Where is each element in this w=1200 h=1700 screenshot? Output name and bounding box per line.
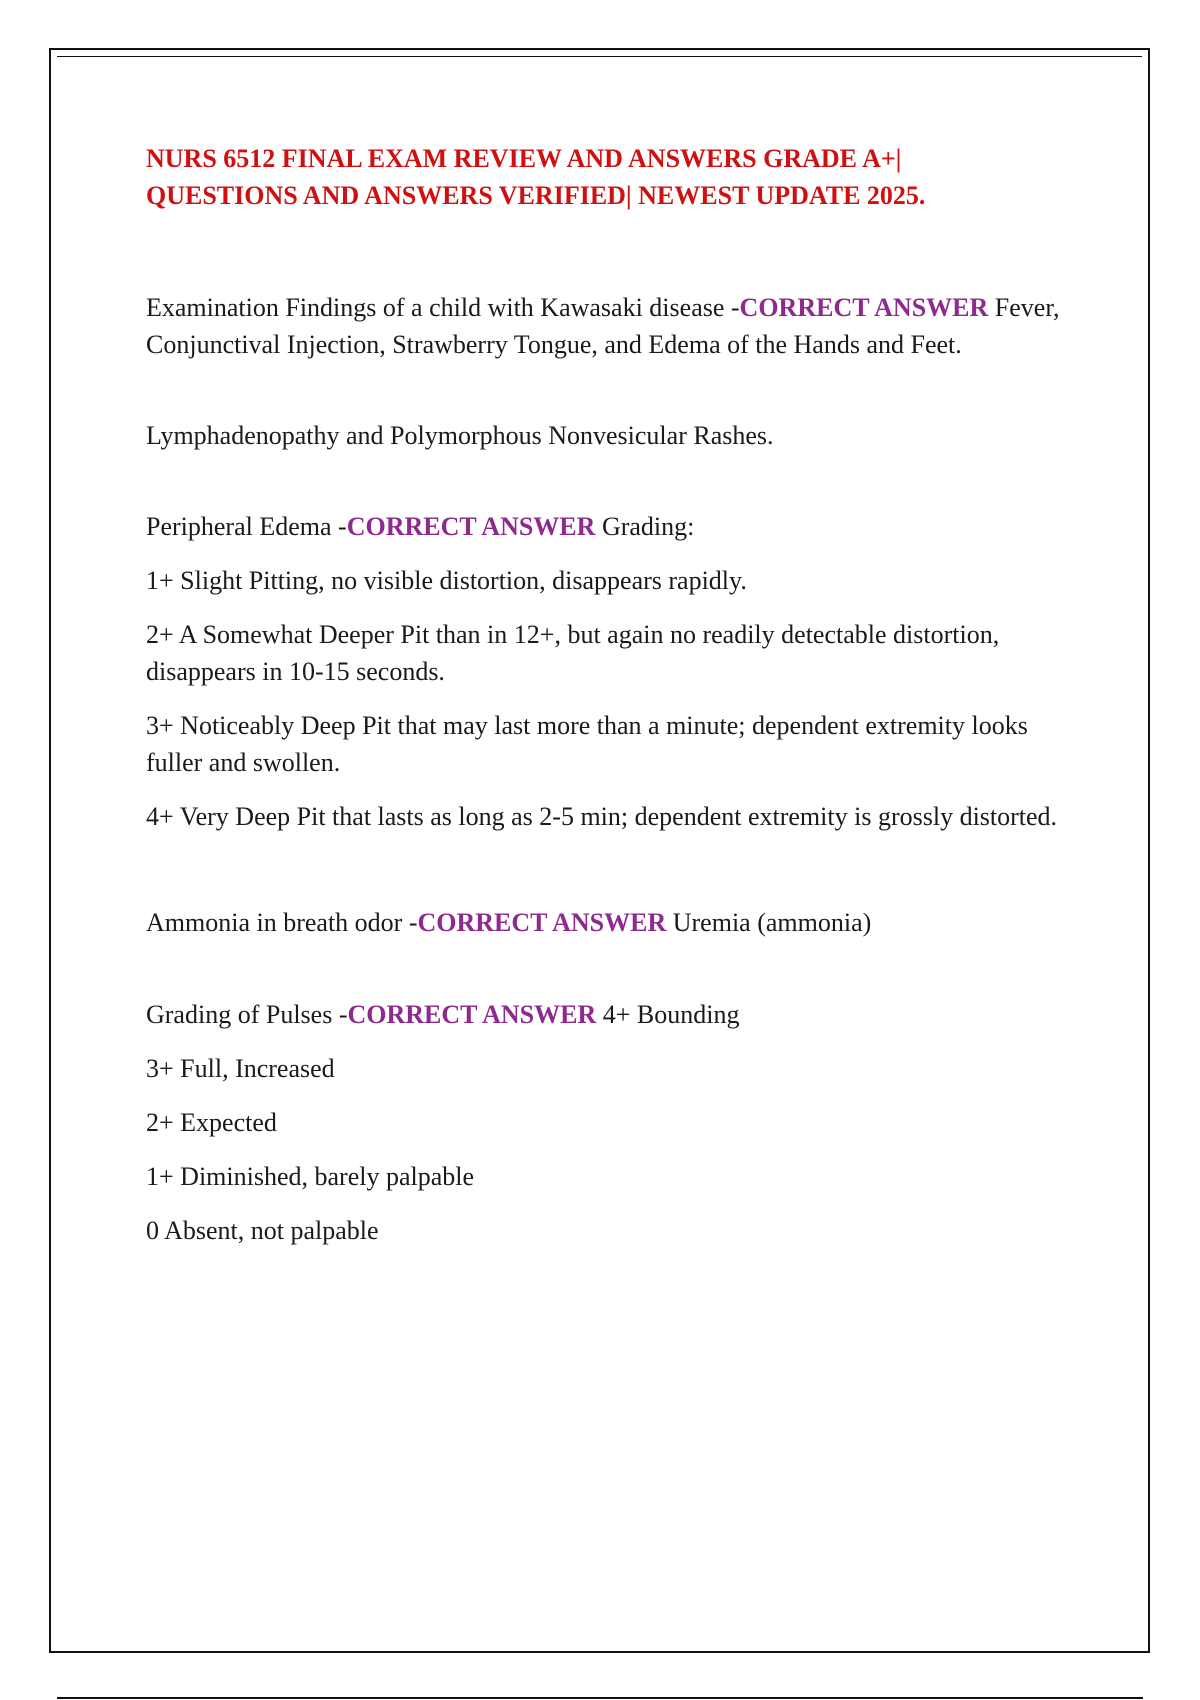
page-border-top-rule [57, 56, 1142, 57]
correct-answer-label: CORRECT ANSWER [739, 293, 989, 322]
title-line-1: NURS 6512 FINAL EXAM REVIEW AND ANSWERS GRADE A+| [146, 144, 902, 173]
answer-text: Uremia (ammonia) [666, 908, 872, 937]
qa-kawasaki [146, 289, 1066, 363]
pulse-grade-3: 3+ Full, Increased [146, 1054, 335, 1083]
qa-ammonia-breath [146, 904, 1066, 941]
pulse-grade-2: 2+ Expected [146, 1108, 277, 1137]
answer-text: Grading: [595, 512, 695, 541]
next-page-top-rule [57, 1697, 1143, 1699]
document-title [146, 140, 1066, 214]
title-line-2: QUESTIONS AND ANSWERS VERIFIED| NEWEST UPDATE 2025. [146, 181, 926, 210]
edema-grade-4: 4+ Very Deep Pit that lasts as long as 2-5 min; dependent extremity is grossly distorted. [146, 802, 1058, 831]
question-text: Peripheral Edema - [146, 512, 347, 541]
qa-kawasaki-continuation: Lymphadenopathy and Polymorphous Nonvesicular Rashes. [146, 421, 774, 450]
pulse-grade-0: 0 Absent, not palpable [146, 1216, 379, 1245]
correct-answer-label: CORRECT ANSWER [417, 908, 667, 937]
question-text: Ammonia in breath odor - [146, 908, 418, 937]
pulse-grade-1: 1+ Diminished, barely palpable [146, 1162, 475, 1191]
document-body [146, 140, 1066, 1249]
edema-grade-3: 3+ Noticeably Deep Pit that may last more than a minute; dependent extremity looks fuller and swollen. [146, 711, 1028, 777]
correct-answer-label: CORRECT ANSWER [346, 512, 596, 541]
qa-peripheral-edema [146, 508, 1066, 545]
question-text: Grading of Pulses - [146, 1000, 348, 1029]
edema-grade-2: 2+ A Somewhat Deeper Pit than in 12+, but again no readily detectable distortion, disappears in 10-15 seconds. [146, 620, 1000, 686]
qa-pulse-grading [146, 996, 1066, 1033]
correct-answer-label: CORRECT ANSWER [347, 1000, 597, 1029]
edema-grade-1: 1+ Slight Pitting, no visible distortion, disappears rapidly. [146, 566, 747, 595]
question-text: Examination Findings of a child with Kawasaki disease - [146, 293, 740, 322]
answer-text: 4+ Bounding [596, 1000, 740, 1029]
answer-text: Fever, Conjunctival Injection, Strawberry Tongue, and Edema of the Hands and Feet. [146, 293, 1060, 359]
